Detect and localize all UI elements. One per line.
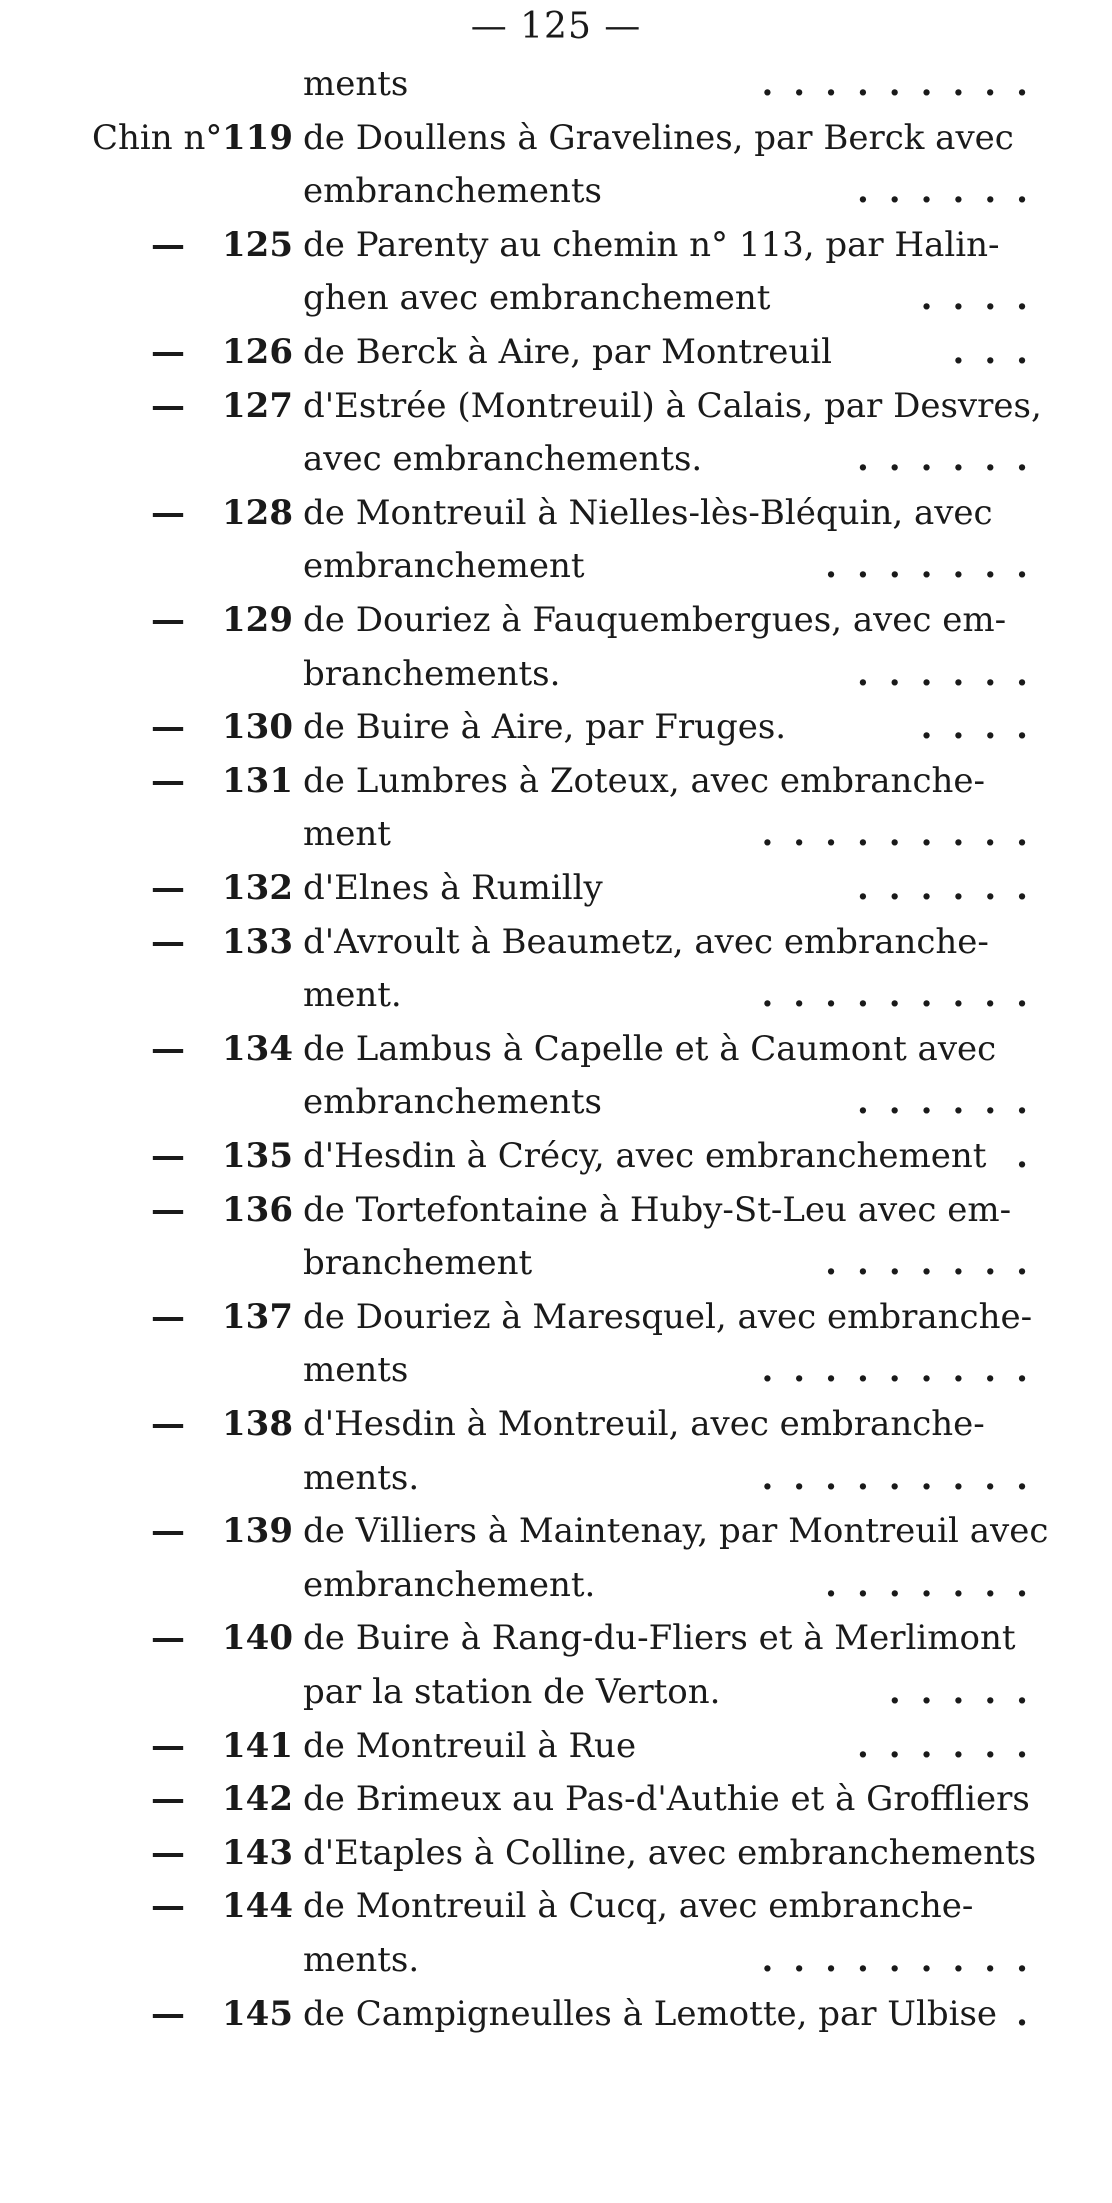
dot-leader: ......... [761, 814, 1048, 855]
entry-line [0, 1988, 1112, 2040]
route-description: de Buire à Aire, par Fruges. [303, 707, 787, 748]
route-description: ghen avec embranchement [303, 278, 771, 319]
dot-leader: ...... [856, 1082, 1048, 1123]
route-number: 143 [222, 1832, 293, 1873]
entry-line [0, 1130, 1112, 1182]
entry-line [0, 58, 1112, 110]
entry-line [0, 808, 1112, 860]
route-description: de Parenty au chemin n° 113, par Halin- [303, 224, 1000, 265]
route-description: d'Etaples à Colline, avec embranchements [303, 1832, 1037, 1873]
route-number: 139 [222, 1511, 293, 1552]
dot-leader: ......... [761, 1350, 1048, 1391]
dot-leader: ...... [856, 171, 1048, 212]
route-description: ments. [303, 1457, 420, 1498]
entry-line [0, 1291, 1112, 1343]
route-number: 129 [222, 600, 293, 640]
entry-line [0, 1023, 1112, 1075]
entry-line [0, 1880, 1112, 1932]
entry-line [0, 1076, 1112, 1128]
route-description: de Lambus à Capelle et à Caumont avec [303, 1028, 997, 1069]
entry-line [0, 862, 1112, 914]
route-description: de Doullens à Gravelines, par Berck avec [303, 117, 1014, 158]
route-number: 137 [222, 1296, 293, 1337]
route-number: 145 [222, 1993, 293, 2034]
route-description: de Tortefontaine à Huby-St-Leu avec em- [303, 1189, 1012, 1230]
route-description: ments [303, 64, 409, 104]
route-description: ments. [303, 1940, 420, 1980]
ditto-dash: — [151, 1779, 185, 1820]
dot-leader: ...... [856, 653, 1048, 694]
entry-line [0, 1452, 1112, 1504]
dot-leader: ....... [825, 1243, 1048, 1284]
entry-line [0, 326, 1112, 378]
dot-leader: .... [920, 707, 1048, 748]
route-description: de Berck à Aire, par Montreuil [303, 332, 832, 372]
route-description: branchement [303, 1243, 533, 1284]
ditto-dash: — [151, 1136, 185, 1176]
route-description: de Montreuil à Cucq, avec embranche- [303, 1886, 974, 1927]
entry-line [0, 916, 1112, 968]
page-number: — 125 — [470, 6, 642, 47]
dot-leader: .... [920, 278, 1048, 319]
dot-leader: ..... [888, 1672, 1048, 1712]
route-description: de Villiers à Maintenay, par Montreuil avec [303, 1511, 1049, 1552]
ditto-dash: — [151, 707, 185, 748]
ditto-dash: — [151, 921, 185, 962]
route-number: 132 [222, 868, 293, 908]
dot-leader: ...... [856, 439, 1048, 480]
dot-leader: ....... [825, 1564, 1048, 1605]
entry-line [0, 969, 1112, 1021]
entry-line [0, 1559, 1112, 1611]
ditto-dash: — [151, 1725, 185, 1766]
dot-leader: ...... [856, 1725, 1048, 1766]
entry-line [0, 648, 1112, 700]
dot-leader: ......... [761, 1940, 1048, 1980]
ditto-dash: — [151, 1404, 185, 1444]
entry-line [0, 1505, 1112, 1557]
route-description: d'Hesdin à Crécy, avec embranchement [303, 1136, 987, 1176]
entry-line [0, 272, 1112, 324]
ditto-dash: — [151, 1296, 185, 1337]
ditto-dash: — [151, 224, 185, 265]
entry-line [0, 1237, 1112, 1289]
entry-line [0, 755, 1112, 807]
route-description: de Lumbres à Zoteux, avec embranche- [303, 760, 985, 801]
route-description: de Campigneulles à Lemotte, par Ulbise [303, 1993, 998, 2034]
entry-line [0, 1827, 1112, 1879]
route-number: 135 [222, 1136, 293, 1176]
route-description: branchements. [303, 653, 561, 694]
route-number: 127 [222, 385, 293, 426]
entry-line [0, 701, 1112, 753]
ditto-dash: — [151, 760, 185, 801]
entry-line [0, 112, 1112, 164]
route-number: 119 [222, 117, 293, 158]
route-number: 138 [222, 1404, 293, 1444]
route-description: ment [303, 814, 391, 855]
chemin-prefix: Chin n° [92, 117, 223, 158]
route-number: 128 [222, 492, 293, 533]
route-description: de Montreuil à Rue [303, 1725, 637, 1766]
entry-line [0, 1184, 1112, 1236]
entry-line [0, 594, 1112, 646]
route-description: ment. [303, 975, 402, 1016]
entry-line [0, 165, 1112, 217]
route-description: embranchement. [303, 1564, 596, 1605]
dot-leader: ......... [761, 1457, 1048, 1498]
route-number: 144 [222, 1886, 293, 1927]
route-description: embranchements [303, 171, 602, 212]
ditto-dash: — [151, 385, 185, 426]
ditto-dash: — [151, 1618, 185, 1659]
route-number: 134 [222, 1028, 293, 1069]
route-number: 133 [222, 921, 293, 962]
dot-leader: ....... [825, 546, 1048, 587]
route-description: embranchements [303, 1082, 602, 1123]
route-number: 131 [222, 760, 293, 801]
route-number: 136 [222, 1189, 293, 1230]
route-description: de Montreuil à Nielles-lès-Bléquin, avec [303, 492, 993, 533]
ditto-dash: — [151, 1028, 185, 1069]
dot-leader: ......... [761, 64, 1048, 104]
route-number: 142 [222, 1779, 293, 1820]
route-description: avec embranchements. [303, 439, 703, 480]
route-description: de Douriez à Maresquel, avec embranche- [303, 1296, 1033, 1337]
ditto-dash: — [151, 600, 185, 640]
route-description: d'Avroult à Beaumetz, avec embranche- [303, 921, 989, 962]
route-description: d'Estrée (Montreuil) à Calais, par Desvres, [303, 385, 1042, 426]
ditto-dash: — [151, 332, 185, 372]
route-description: d'Elnes à Rumilly [303, 868, 603, 908]
route-description: embranchement [303, 546, 585, 587]
entry-line [0, 1398, 1112, 1450]
entry-line [0, 433, 1112, 485]
route-number: 130 [222, 707, 293, 748]
ditto-dash: — [151, 868, 185, 908]
ditto-dash: — [151, 1832, 185, 1873]
ditto-dash: — [151, 492, 185, 533]
dot-leader: ... [952, 332, 1048, 372]
route-number: 125 [222, 224, 293, 265]
dot-leader: ......... [761, 975, 1048, 1016]
entry-line [0, 219, 1112, 271]
entry-line [0, 1666, 1112, 1718]
ditto-dash: — [151, 1993, 185, 2034]
ditto-dash: — [151, 1511, 185, 1552]
entry-line [0, 380, 1112, 432]
route-description: de Douriez à Fauquembergues, avec em- [303, 600, 1007, 640]
entry-line [0, 487, 1112, 539]
route-number: 126 [222, 332, 293, 372]
dot-leader: . [1016, 1993, 1048, 2034]
entry-line [0, 1720, 1112, 1772]
ditto-dash: — [151, 1886, 185, 1927]
route-number: 140 [222, 1618, 293, 1659]
route-description: de Brimeux au Pas-d'Authie et à Groffliers [303, 1779, 1030, 1820]
entry-line [0, 1612, 1112, 1664]
route-number: 141 [222, 1725, 293, 1766]
ditto-dash: — [151, 1189, 185, 1230]
dot-leader: ...... [856, 868, 1048, 908]
route-description: par la station de Verton. [303, 1672, 721, 1712]
route-description: d'Hesdin à Montreuil, avec embranche- [303, 1404, 985, 1444]
dot-leader: . [1016, 1136, 1048, 1176]
entry-line [0, 1344, 1112, 1396]
entry-line [0, 1934, 1112, 1986]
entry-line [0, 1773, 1112, 1825]
route-description: de Buire à Rang-du-Fliers et à Merlimont [303, 1618, 1016, 1659]
route-description: ments [303, 1350, 409, 1391]
entry-line [0, 540, 1112, 592]
